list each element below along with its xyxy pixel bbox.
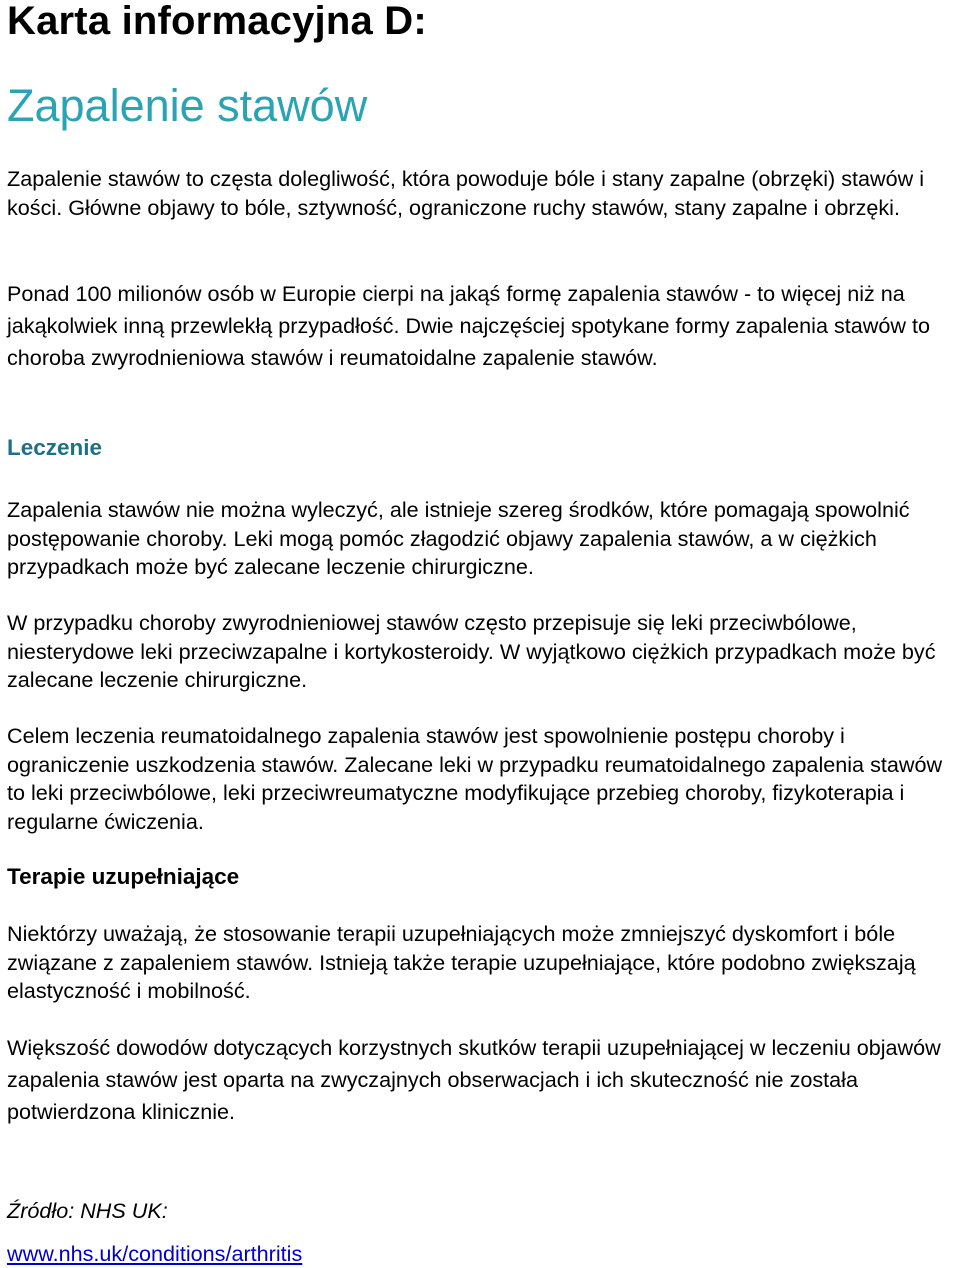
page-subtitle: Zapalenie stawów <box>7 80 368 131</box>
section-heading-complementary: Terapie uzupełniające <box>7 864 240 889</box>
treatment-paragraph-1: Zapalenia stawów nie można wyleczyć, ale istnieje szereg środków, które pomagają spowolnić postępowanie choroby. Leki mogą pomóc złagodzić objawy zapalenia stawów, a w ciężkich przypadkach może być zalecane leczenie chirurgiczne. <box>7 497 910 579</box>
intro-paragraph-2: Ponad 100 milionów osób w Europie cierpi na jakąś formę zapalenia stawów - to więcej niż na jakąkolwiek inną przewlekłą przypadłość. Dwie najczęściej spotykane formy zapalenia stawów to choroba zwyrodnieniowa stawów i reumatoidalne zapalenie stawów. <box>7 281 930 370</box>
intro-paragraph-1: Zapalenie stawów to częsta dolegliwość, która powoduje bóle i stany zapalne (obrzęki) stawów i kości. Główne objawy to bóle, sztywność, ograniczone ruchy stawów, stany zapalne i obrzęki. <box>7 166 925 220</box>
complementary-paragraph-2: Większość dowodów dotyczących korzystnych skutków terapii uzupełniającej w leczeniu objawów zapalenia stawów jest oparta na zwyczajnych obserwacjach i ich skuteczność nie została potwierdzona klinicznie. <box>7 1035 941 1124</box>
section-heading-treatment: Leczenie <box>7 435 103 460</box>
treatment-paragraph-3: Celem leczenia reumatoidalnego zapalenia stawów jest spowolnienie postępu choroby i ograniczenie uszkodzenia stawów. Zalecane leki w przypadku reumatoidalnego zapalenia stawów to leki przeciwbólowe, leki przeciwreumatyczne modyfikujące przebieg choroby, fizykoterapia i regularne ćwiczenia. <box>7 723 943 834</box>
source-label: Źródło: NHS UK: <box>7 1198 168 1223</box>
page-title: Karta informacyjna D: <box>7 0 427 43</box>
treatment-paragraph-2: W przypadku choroby zwyrodnieniowej stawów często przepisuje się leki przeciwbólowe, niesterydowe leki przeciwzapalne i kortykosteroidy. W wyjątkowo ciężkich przypadkach może być zalecane leczenie chirurgiczne. <box>7 610 936 692</box>
source-link[interactable]: www.nhs.uk/conditions/arthritis <box>7 1241 303 1266</box>
complementary-paragraph-1: Niektórzy uważają, że stosowanie terapii uzupełniających może zmniejszyć dyskomfort i bóle związane z zapaleniem stawów. Istnieją także terapie uzupełniające, które podobno zwiększają elastyczność i mobilność. <box>7 921 916 1003</box>
